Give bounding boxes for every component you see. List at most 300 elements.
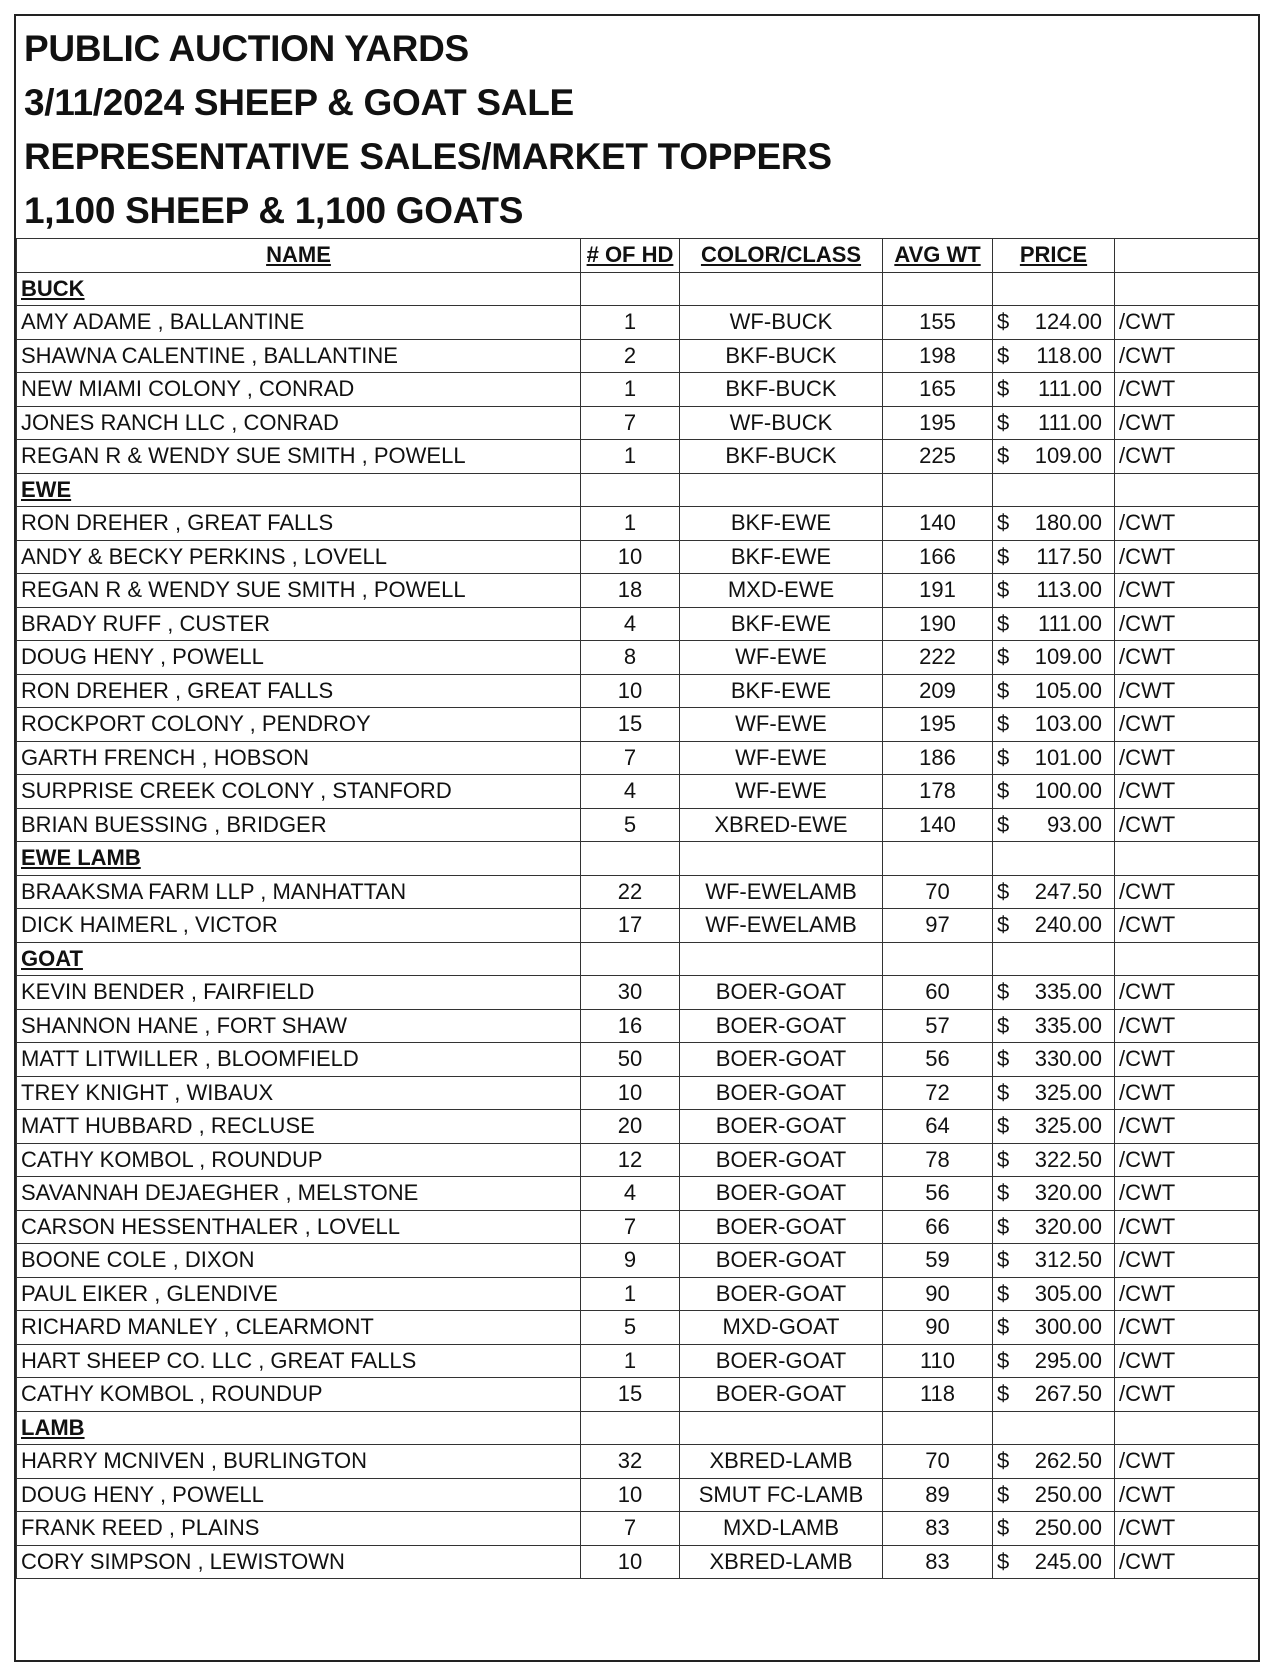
price-unit: /CWT — [1115, 708, 1259, 742]
color-class: MXD-LAMB — [680, 1512, 883, 1546]
avg-weight: 70 — [883, 875, 993, 909]
avg-weight: 83 — [883, 1512, 993, 1546]
price-value: 245.00 — [1034, 1548, 1102, 1574]
price-cell — [993, 741, 1115, 775]
price-cell — [993, 1277, 1115, 1311]
seller-name: FRANK REED , PLAINS — [17, 1512, 581, 1546]
currency-symbol: $ — [997, 443, 1010, 469]
table-header-row — [17, 239, 1259, 273]
category-row — [17, 473, 1259, 507]
color-class: BOER-GOAT — [680, 1009, 883, 1043]
currency-symbol: $ — [997, 1247, 1010, 1273]
price-cell — [993, 1244, 1115, 1278]
currency-symbol: $ — [997, 1548, 1010, 1574]
head-count: 10 — [581, 1478, 680, 1512]
price-unit: /CWT — [1115, 440, 1259, 474]
price-wrap — [997, 1281, 1110, 1307]
price-unit: /CWT — [1115, 1344, 1259, 1378]
column-header-weight: AVG WT — [883, 239, 993, 273]
price-value: 105.00 — [1034, 677, 1102, 703]
avg-weight: 140 — [883, 808, 993, 842]
price-cell — [993, 1378, 1115, 1412]
table-row — [17, 641, 1259, 675]
price-cell — [993, 406, 1115, 440]
price-wrap — [997, 544, 1110, 570]
price-wrap — [997, 1348, 1110, 1374]
empty-cell — [581, 842, 680, 876]
price-cell — [993, 1478, 1115, 1512]
color-class: BKF-EWE — [680, 607, 883, 641]
currency-symbol: $ — [997, 912, 1010, 938]
category-label: EWE LAMB — [17, 842, 581, 876]
currency-symbol: $ — [997, 878, 1010, 904]
currency-symbol: $ — [997, 342, 1010, 368]
column-header-head: # OF HD — [581, 239, 680, 273]
avg-weight: 90 — [883, 1277, 993, 1311]
report-title-line: 3/11/2024 SHEEP & GOAT SALE — [24, 82, 574, 123]
avg-weight: 97 — [883, 909, 993, 943]
table-row — [17, 741, 1259, 775]
empty-cell — [680, 1411, 883, 1445]
currency-symbol: $ — [997, 744, 1010, 770]
price-wrap — [997, 1080, 1110, 1106]
currency-symbol: $ — [997, 1515, 1010, 1541]
seller-name: NEW MIAMI COLONY , CONRAD — [17, 373, 581, 407]
color-class: BKF-EWE — [680, 540, 883, 574]
color-class: WF-EWELAMB — [680, 875, 883, 909]
avg-weight: 78 — [883, 1143, 993, 1177]
price-value: 320.00 — [1034, 1213, 1102, 1239]
table-row — [17, 875, 1259, 909]
color-class: BKF-EWE — [680, 674, 883, 708]
head-count: 2 — [581, 339, 680, 373]
currency-symbol: $ — [997, 543, 1010, 569]
empty-cell — [993, 473, 1115, 507]
avg-weight: 57 — [883, 1009, 993, 1043]
price-cell — [993, 1210, 1115, 1244]
price-cell — [993, 808, 1115, 842]
price-unit: /CWT — [1115, 1143, 1259, 1177]
head-count: 4 — [581, 1177, 680, 1211]
head-count: 17 — [581, 909, 680, 943]
color-class: BOER-GOAT — [680, 1177, 883, 1211]
head-count: 7 — [581, 741, 680, 775]
empty-cell — [993, 942, 1115, 976]
price-cell — [993, 976, 1115, 1010]
price-cell — [993, 708, 1115, 742]
currency-symbol: $ — [997, 1046, 1010, 1072]
price-unit: /CWT — [1115, 1512, 1259, 1546]
head-count: 1 — [581, 306, 680, 340]
table-row — [17, 440, 1259, 474]
avg-weight: 90 — [883, 1311, 993, 1345]
empty-cell — [680, 842, 883, 876]
color-class: BOER-GOAT — [680, 976, 883, 1010]
category-row — [17, 272, 1259, 306]
seller-name: CATHY KOMBOL , ROUNDUP — [17, 1378, 581, 1412]
head-count: 9 — [581, 1244, 680, 1278]
color-class: WF-BUCK — [680, 306, 883, 340]
color-class: BKF-BUCK — [680, 440, 883, 474]
price-cell — [993, 1177, 1115, 1211]
price-value: 320.00 — [1034, 1180, 1102, 1206]
table-row — [17, 674, 1259, 708]
avg-weight: 60 — [883, 976, 993, 1010]
price-unit: /CWT — [1115, 741, 1259, 775]
price-wrap — [997, 309, 1110, 335]
seller-name: SHAWNA CALENTINE , BALLANTINE — [17, 339, 581, 373]
price-unit: /CWT — [1115, 1311, 1259, 1345]
head-count: 4 — [581, 607, 680, 641]
price-value: 111.00 — [1037, 409, 1102, 435]
head-count: 8 — [581, 641, 680, 675]
color-class: BOER-GOAT — [680, 1244, 883, 1278]
empty-cell — [993, 272, 1115, 306]
price-value: 312.50 — [1034, 1247, 1102, 1273]
price-value: 300.00 — [1034, 1314, 1102, 1340]
price-wrap — [997, 1247, 1110, 1273]
price-cell — [993, 1143, 1115, 1177]
price-unit: /CWT — [1115, 1043, 1259, 1077]
price-unit: /CWT — [1115, 406, 1259, 440]
empty-cell — [680, 272, 883, 306]
price-wrap — [997, 611, 1110, 637]
empty-cell — [883, 942, 993, 976]
currency-symbol: $ — [997, 1481, 1010, 1507]
seller-name: RON DREHER , GREAT FALLS — [17, 507, 581, 541]
head-count: 1 — [581, 440, 680, 474]
table-row — [17, 373, 1259, 407]
price-wrap — [997, 745, 1110, 771]
avg-weight: 89 — [883, 1478, 993, 1512]
price-cell — [993, 1110, 1115, 1144]
avg-weight: 209 — [883, 674, 993, 708]
price-cell — [993, 339, 1115, 373]
currency-symbol: $ — [997, 1448, 1010, 1474]
table-row — [17, 306, 1259, 340]
seller-name: PAUL EIKER , GLENDIVE — [17, 1277, 581, 1311]
price-value: 295.00 — [1034, 1347, 1102, 1373]
color-class: WF-EWE — [680, 641, 883, 675]
head-count: 22 — [581, 875, 680, 909]
price-unit: /CWT — [1115, 1076, 1259, 1110]
table-row — [17, 1344, 1259, 1378]
price-wrap — [997, 1046, 1110, 1072]
category-label: GOAT — [17, 942, 581, 976]
price-wrap — [997, 1013, 1110, 1039]
color-class: BOER-GOAT — [680, 1076, 883, 1110]
currency-symbol: $ — [997, 778, 1010, 804]
column-header-unit — [1115, 239, 1259, 273]
price-value: 267.50 — [1034, 1381, 1102, 1407]
empty-cell — [993, 1411, 1115, 1445]
table-row — [17, 1009, 1259, 1043]
table-row — [17, 574, 1259, 608]
table-row — [17, 607, 1259, 641]
color-class: XBRED-LAMB — [680, 1445, 883, 1479]
table-row — [17, 339, 1259, 373]
head-count: 50 — [581, 1043, 680, 1077]
color-class: WF-EWE — [680, 775, 883, 809]
price-unit: /CWT — [1115, 775, 1259, 809]
price-wrap — [997, 644, 1110, 670]
seller-name: RICHARD MANLEY , CLEARMONT — [17, 1311, 581, 1345]
seller-name: GARTH FRENCH , HOBSON — [17, 741, 581, 775]
price-value: 100.00 — [1034, 778, 1102, 804]
price-wrap — [997, 510, 1110, 536]
head-count: 12 — [581, 1143, 680, 1177]
price-unit: /CWT — [1115, 1177, 1259, 1211]
price-wrap — [997, 778, 1110, 804]
table-row — [17, 909, 1259, 943]
price-value: 117.50 — [1036, 543, 1102, 569]
price-unit: /CWT — [1115, 339, 1259, 373]
seller-name: REGAN R & WENDY SUE SMITH , POWELL — [17, 440, 581, 474]
price-wrap — [997, 1147, 1110, 1173]
price-cell — [993, 1512, 1115, 1546]
price-unit: /CWT — [1115, 574, 1259, 608]
head-count: 32 — [581, 1445, 680, 1479]
column-header-name: NAME — [17, 239, 581, 273]
table-row — [17, 1177, 1259, 1211]
price-wrap — [997, 1515, 1110, 1541]
avg-weight: 190 — [883, 607, 993, 641]
price-wrap — [997, 979, 1110, 1005]
table-row — [17, 1378, 1259, 1412]
price-unit: /CWT — [1115, 306, 1259, 340]
head-count: 15 — [581, 1378, 680, 1412]
price-unit: /CWT — [1115, 1545, 1259, 1579]
price-unit: /CWT — [1115, 909, 1259, 943]
currency-symbol: $ — [997, 376, 1010, 402]
price-unit: /CWT — [1115, 808, 1259, 842]
avg-weight: 178 — [883, 775, 993, 809]
price-value: 118.00 — [1036, 342, 1102, 368]
price-unit: /CWT — [1115, 373, 1259, 407]
category-row — [17, 942, 1259, 976]
color-class: BOER-GOAT — [680, 1277, 883, 1311]
price-unit: /CWT — [1115, 641, 1259, 675]
table-row — [17, 1244, 1259, 1278]
currency-symbol: $ — [997, 1314, 1010, 1340]
currency-symbol: $ — [997, 1180, 1010, 1206]
empty-cell — [883, 272, 993, 306]
price-cell — [993, 1545, 1115, 1579]
price-cell — [993, 1043, 1115, 1077]
currency-symbol: $ — [997, 1079, 1010, 1105]
seller-name: DICK HAIMERL , VICTOR — [17, 909, 581, 943]
head-count: 16 — [581, 1009, 680, 1043]
price-value: 250.00 — [1034, 1515, 1102, 1541]
table-row — [17, 1110, 1259, 1144]
price-cell — [993, 775, 1115, 809]
seller-name: MATT HUBBARD , RECLUSE — [17, 1110, 581, 1144]
column-header-class: COLOR/CLASS — [680, 239, 883, 273]
empty-cell — [581, 473, 680, 507]
price-value: 325.00 — [1034, 1079, 1102, 1105]
table-row — [17, 1478, 1259, 1512]
empty-cell — [680, 473, 883, 507]
currency-symbol: $ — [997, 577, 1010, 603]
currency-symbol: $ — [997, 1113, 1010, 1139]
category-label: EWE — [17, 473, 581, 507]
avg-weight: 140 — [883, 507, 993, 541]
price-wrap — [997, 912, 1110, 938]
table-row — [17, 1277, 1259, 1311]
table-row — [17, 406, 1259, 440]
category-label: BUCK — [17, 272, 581, 306]
price-cell — [993, 373, 1115, 407]
price-value: 103.00 — [1034, 711, 1102, 737]
seller-name: CARSON HESSENTHALER , LOVELL — [17, 1210, 581, 1244]
currency-symbol: $ — [997, 644, 1010, 670]
price-cell — [993, 674, 1115, 708]
sales-report-sheet — [14, 14, 1260, 1662]
price-cell — [993, 641, 1115, 675]
price-unit: /CWT — [1115, 1110, 1259, 1144]
avg-weight: 110 — [883, 1344, 993, 1378]
sales-table — [16, 238, 1259, 1579]
currency-symbol: $ — [997, 1146, 1010, 1172]
price-wrap — [997, 1549, 1110, 1575]
price-value: 330.00 — [1034, 1046, 1102, 1072]
color-class: BKF-BUCK — [680, 339, 883, 373]
price-unit: /CWT — [1115, 540, 1259, 574]
color-class: WF-EWE — [680, 741, 883, 775]
color-class: XBRED-LAMB — [680, 1545, 883, 1579]
head-count: 1 — [581, 1277, 680, 1311]
price-cell — [993, 909, 1115, 943]
avg-weight: 165 — [883, 373, 993, 407]
price-wrap — [997, 443, 1110, 469]
price-wrap — [997, 711, 1110, 737]
price-unit: /CWT — [1115, 1009, 1259, 1043]
price-wrap — [997, 376, 1110, 402]
empty-cell — [883, 1411, 993, 1445]
empty-cell — [883, 473, 993, 507]
price-cell — [993, 607, 1115, 641]
color-class: BOER-GOAT — [680, 1110, 883, 1144]
price-cell — [993, 306, 1115, 340]
avg-weight: 59 — [883, 1244, 993, 1278]
seller-name: RON DREHER , GREAT FALLS — [17, 674, 581, 708]
empty-cell — [581, 1411, 680, 1445]
price-wrap — [997, 1214, 1110, 1240]
color-class: BOER-GOAT — [680, 1210, 883, 1244]
table-row — [17, 507, 1259, 541]
seller-name: BRADY RUFF , CUSTER — [17, 607, 581, 641]
empty-cell — [581, 942, 680, 976]
price-unit: /CWT — [1115, 1277, 1259, 1311]
head-count: 1 — [581, 373, 680, 407]
price-unit: /CWT — [1115, 1478, 1259, 1512]
price-value: 247.50 — [1034, 878, 1102, 904]
table-row — [17, 1512, 1259, 1546]
price-value: 262.50 — [1034, 1448, 1102, 1474]
empty-cell — [680, 942, 883, 976]
price-value: 111.00 — [1037, 376, 1102, 402]
column-header-price: PRICE — [993, 239, 1115, 273]
avg-weight: 72 — [883, 1076, 993, 1110]
price-cell — [993, 1311, 1115, 1345]
currency-symbol: $ — [997, 979, 1010, 1005]
empty-cell — [993, 842, 1115, 876]
currency-symbol: $ — [997, 711, 1010, 737]
currency-symbol: $ — [997, 1280, 1010, 1306]
price-value: 325.00 — [1034, 1113, 1102, 1139]
head-count: 15 — [581, 708, 680, 742]
table-row — [17, 1445, 1259, 1479]
head-count: 7 — [581, 406, 680, 440]
currency-symbol: $ — [997, 1347, 1010, 1373]
currency-symbol: $ — [997, 1381, 1010, 1407]
currency-symbol: $ — [997, 510, 1010, 536]
table-row — [17, 708, 1259, 742]
price-wrap — [997, 1180, 1110, 1206]
avg-weight: 70 — [883, 1445, 993, 1479]
avg-weight: 186 — [883, 741, 993, 775]
category-row — [17, 1411, 1259, 1445]
currency-symbol: $ — [997, 409, 1010, 435]
price-cell — [993, 1076, 1115, 1110]
currency-symbol: $ — [997, 1213, 1010, 1239]
head-count: 10 — [581, 1076, 680, 1110]
seller-name: CORY SIMPSON , LEWISTOWN — [17, 1545, 581, 1579]
color-class: MXD-EWE — [680, 574, 883, 608]
head-count: 10 — [581, 1545, 680, 1579]
currency-symbol: $ — [997, 811, 1010, 837]
price-cell — [993, 875, 1115, 909]
seller-name: MATT LITWILLER , BLOOMFIELD — [17, 1043, 581, 1077]
price-value: 111.00 — [1037, 610, 1102, 636]
report-title-line: REPRESENTATIVE SALES/MARKET TOPPERS — [24, 136, 832, 177]
seller-name: SAVANNAH DEJAEGHER , MELSTONE — [17, 1177, 581, 1211]
head-count: 1 — [581, 1344, 680, 1378]
report-title-line: PUBLIC AUCTION YARDS — [24, 28, 469, 69]
empty-cell — [1115, 1411, 1259, 1445]
head-count: 7 — [581, 1210, 680, 1244]
price-wrap — [997, 678, 1110, 704]
price-value: 124.00 — [1034, 309, 1102, 335]
table-row — [17, 1076, 1259, 1110]
price-value: 335.00 — [1034, 979, 1102, 1005]
empty-cell — [581, 272, 680, 306]
seller-name: REGAN R & WENDY SUE SMITH , POWELL — [17, 574, 581, 608]
price-unit: /CWT — [1115, 875, 1259, 909]
empty-cell — [1115, 473, 1259, 507]
price-value: 93.00 — [1046, 811, 1102, 837]
price-wrap — [997, 410, 1110, 436]
seller-name: DOUG HENY , POWELL — [17, 1478, 581, 1512]
table-row — [17, 1311, 1259, 1345]
price-cell — [993, 440, 1115, 474]
avg-weight: 222 — [883, 641, 993, 675]
price-wrap — [997, 879, 1110, 905]
seller-name: KEVIN BENDER , FAIRFIELD — [17, 976, 581, 1010]
price-wrap — [997, 1113, 1110, 1139]
empty-cell — [1115, 272, 1259, 306]
seller-name: AMY ADAME , BALLANTINE — [17, 306, 581, 340]
avg-weight: 166 — [883, 540, 993, 574]
avg-weight: 83 — [883, 1545, 993, 1579]
table-row — [17, 808, 1259, 842]
avg-weight: 118 — [883, 1378, 993, 1412]
color-class: BOER-GOAT — [680, 1043, 883, 1077]
head-count: 1 — [581, 507, 680, 541]
price-wrap — [997, 1482, 1110, 1508]
seller-name: DOUG HENY , POWELL — [17, 641, 581, 675]
color-class: BOER-GOAT — [680, 1378, 883, 1412]
